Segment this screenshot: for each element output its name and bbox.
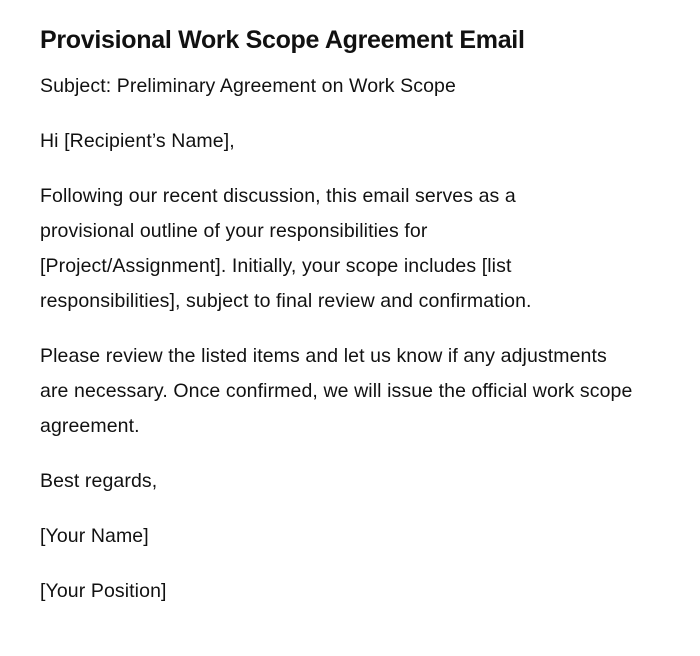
sender-name: [Your Name] <box>40 525 149 547</box>
greeting: Hi [Recipient’s Name], <box>40 130 235 152</box>
sender-position: [Your Position] <box>40 580 167 602</box>
body-paragraph-2: Please review the listed items and let us know if any adjustments are necessary. Once confirmed, we will issue the official work scope agreement. <box>40 345 633 437</box>
closing: Best regards, <box>40 470 158 492</box>
page-title: Provisional Work Scope Agreement Email <box>40 26 525 54</box>
body-paragraph-1: Following our recent discussion, this email serves as a provisional outline of your responsibilities for [Project/Assignment]. Initially, your scope includes [list responsibilities], subject to final review and confirmation. <box>40 185 532 312</box>
subject-line: Subject: Preliminary Agreement on Work Scope <box>40 75 456 97</box>
